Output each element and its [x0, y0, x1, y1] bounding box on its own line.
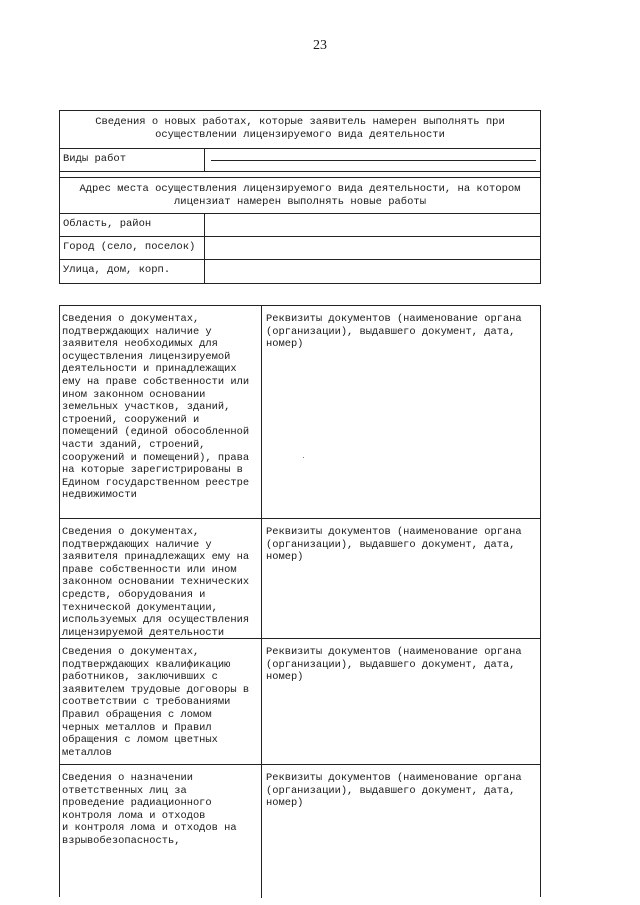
address-field-street[interactable] — [205, 260, 540, 283]
address-field-city[interactable] — [205, 237, 540, 259]
documents-table — [59, 305, 541, 897]
work-types-label: Виды работ — [60, 149, 205, 171]
page-number: 23 — [313, 38, 327, 53]
documents-section-responsible-requisites[interactable]: Реквизиты документов (наименование органа (организации), выдавшего документ, дата, номер) — [266, 772, 522, 810]
address-row-city — [60, 237, 540, 260]
documents-section-qualification-description: Сведения о документах, подтверждающих квалификацию работников, заключивших с заявителем трудовые договоры в соответствии с требованиями Правил обращения с ломом черных металлов и Правил обращения с ломом цветных металлов — [60, 639, 262, 764]
address-row-region — [60, 214, 540, 237]
documents-section-responsible — [60, 765, 540, 898]
work-types-row — [60, 149, 540, 172]
new-works-header: Сведения о новых работах, которые заявитель намерен выполнять при осуществлении лицензируемого вида деятельности — [60, 111, 540, 149]
address-header: Адрес места осуществления лицензируемого вида деятельности, на котором лицензиат намерен выполнять новые работы — [60, 178, 540, 214]
address-label-street: Улица, дом, корп. — [60, 260, 205, 283]
scan-speck — [303, 457, 304, 458]
address-row-street — [60, 260, 540, 283]
documents-section-land — [60, 306, 540, 519]
documents-section-responsible-description: Сведения о назначении ответственных лиц за проведение радиационного контроля лома и отходов и контроля лома и отходов на взрывобезопасность, — [60, 765, 262, 898]
work-types-field[interactable] — [205, 149, 540, 171]
address-label-city: Город (село, поселок) — [60, 237, 205, 259]
documents-section-qualification — [60, 639, 540, 765]
address-field-region[interactable] — [205, 214, 540, 236]
documents-section-land-description: Сведения о документах, подтверждающих наличие у заявителя необходимых для осуществления лицензируемой деятельности и принадлежащих ему на праве собственности или ином законном основании земельных участков, зданий, строений, сооружений и помещений (единой обособленной части зданий, строений, сооружений и помещений), права на которые зарегистрированы в Едином государственном реестре недвижимости — [60, 306, 262, 518]
documents-section-qualification-requisites[interactable]: Реквизиты документов (наименование органа (организации), выдавшего документ, дата, номер) — [266, 646, 522, 684]
documents-section-equipment — [60, 519, 540, 639]
documents-section-land-requisites[interactable]: Реквизиты документов (наименование органа (организации), выдавшего документ, дата, номер) — [266, 313, 522, 351]
new-works-table — [59, 110, 541, 284]
documents-section-equipment-description: Сведения о документах, подтверждающих наличие у заявителя принадлежащих ему на праве собственности или ином законном основании технических средств, оборудования и технической документации, используемых для осуществления лицензируемой деятельности — [60, 519, 262, 638]
address-label-region: Область, район — [60, 214, 205, 236]
work-types-underline — [211, 160, 536, 161]
documents-section-equipment-requisites[interactable]: Реквизиты документов (наименование органа (организации), выдавшего документ, дата, номер) — [266, 526, 522, 564]
